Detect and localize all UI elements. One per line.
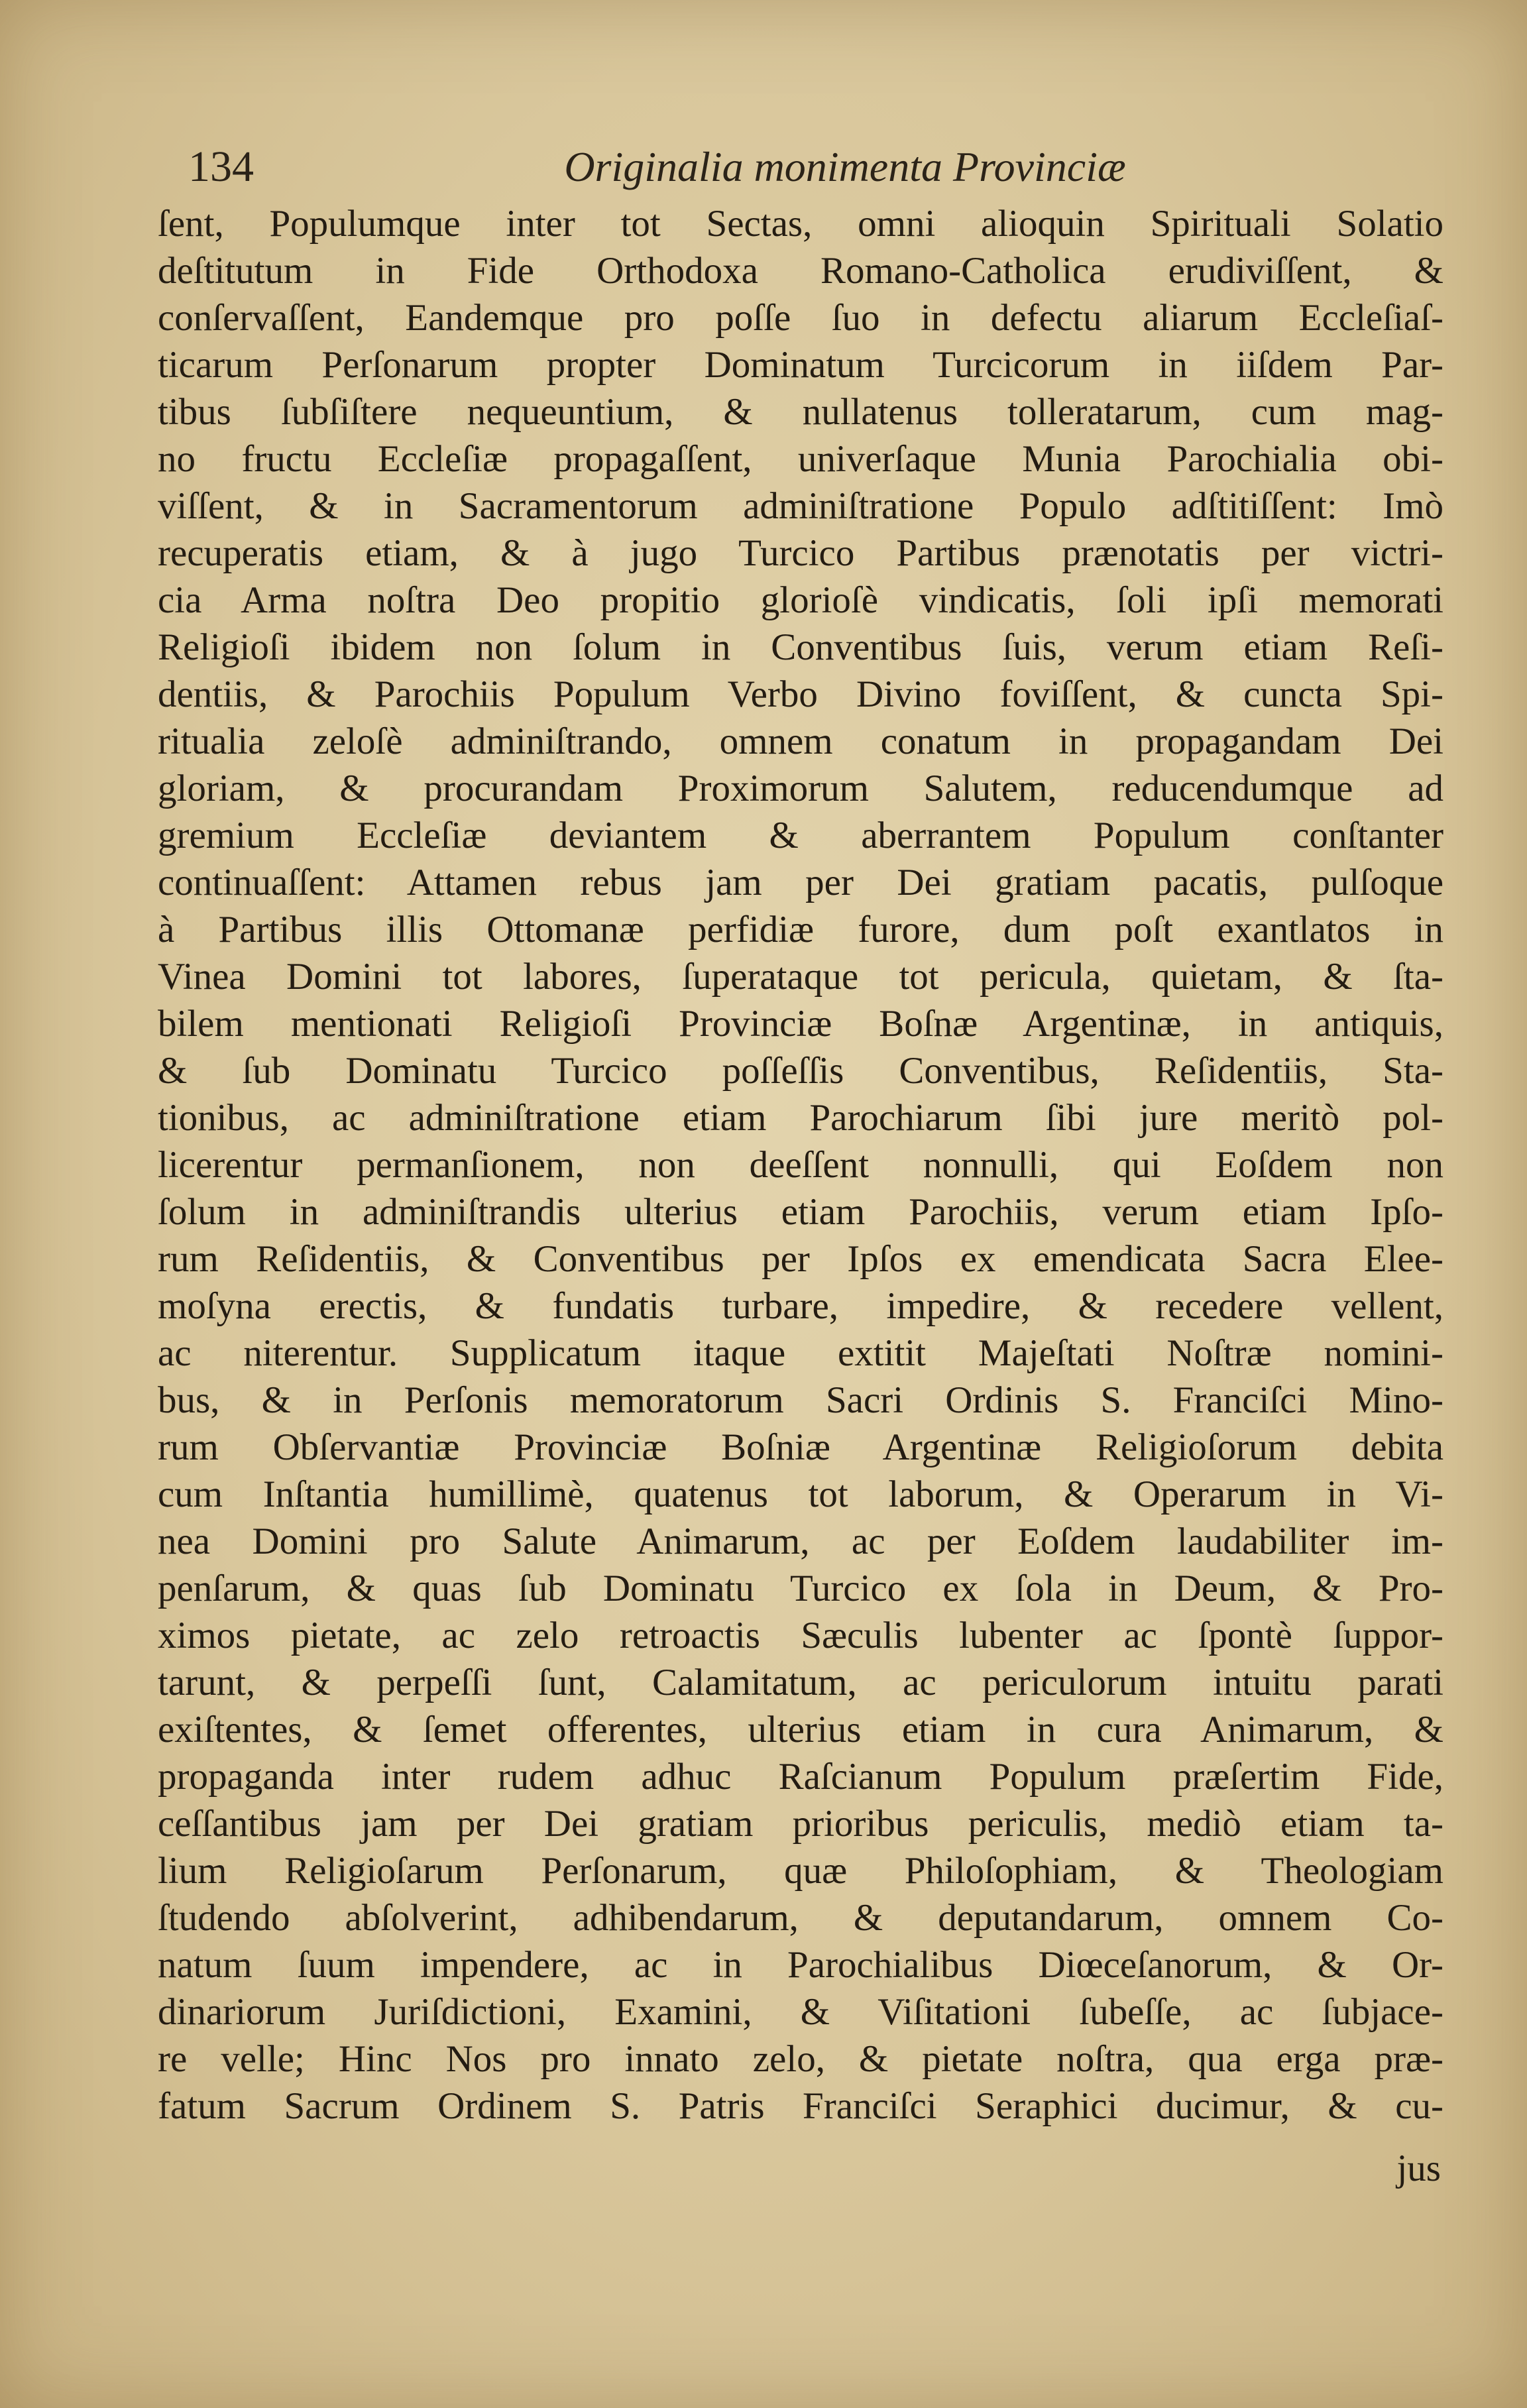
text-line: tarunt, & perpeſſi ſunt, Calamitatum, ac periculorum intuitu parati [158, 1662, 1443, 1703]
text-line: gremium Eccleſiæ deviantem & aberrantem Populum conſtanter [158, 815, 1443, 856]
text-line: penſarum, & quas ſub Dominatu Turcico ex ſola in Deum, & Pro- [158, 1568, 1443, 1609]
text-line: propaganda inter rudem adhuc Raſcianum Populum præſertim Fide, [158, 1756, 1443, 1798]
text-line: ritualia zeloſè adminiſtrando, omnem conatum in propagandam Dei [158, 720, 1443, 762]
text-line: tionibus, ac adminiſtratione etiam Parochiarum ſibi jure meritò pol- [158, 1097, 1443, 1139]
text-line: dinariorum Juriſdictioni, Examini, & Viſitationi ſubeſſe, ac ſubjace- [158, 1991, 1443, 2033]
page-header [159, 141, 1445, 194]
text-line: moſyna erectis, & fundatis turbare, impedire, & recedere vellent, [158, 1285, 1443, 1327]
text-line: ac niterentur. Supplicatum itaque extitit Majeſtati Noſtræ nomini- [158, 1332, 1443, 1374]
running-title: Originalia monimenta Provinciæ [564, 143, 1126, 190]
page-number: 134 [188, 143, 254, 191]
text-line: fatum Sacrum Ordinem S. Patris Franciſci Seraphici ducimur, & cu- [158, 2085, 1443, 2127]
text-line: Vinea Domini tot labores, ſuperataque tot pericula, quietam, & ſta- [158, 956, 1443, 998]
text-line: continuaſſent: Attamen rebus jam per Dei gratiam pacatis, pulſoque [158, 862, 1443, 903]
text-line: gloriam, & procurandam Proximorum Salutem, reducendumque ad [158, 768, 1443, 809]
text-line: ceſſantibus jam per Dei gratiam prioribus periculis, mediò etiam ta- [158, 1803, 1443, 1845]
text-line: recuperatis etiam, & à jugo Turcico Partibus prænotatis per victri- [158, 532, 1443, 574]
text-line: re velle; Hinc Nos pro innato zelo, & pietate noſtra, qua erga præ- [158, 2038, 1443, 2080]
text-line: exiſtentes, & ſemet offerentes, ulterius etiam in cura Animarum, & [158, 1709, 1443, 1750]
text-line: tibus ſubſiſtere nequeuntium, & nullatenus tolleratarum, cum mag- [158, 391, 1443, 433]
catchword: jus [1396, 2148, 1441, 2189]
text-line: lium Religioſarum Perſonarum, quæ Philoſophiam, & Theologiam [158, 1850, 1443, 1892]
text-line: à Partibus illis Ottomanæ perfidiæ furore, dum poſt exantlatos in [158, 909, 1443, 950]
body-text [158, 200, 1443, 2130]
text-line: rum Obſervantiæ Provinciæ Boſniæ Argentinæ Religioſorum debita [158, 1426, 1443, 1468]
text-line: cia Arma noſtra Deo propitio glorioſè vindicatis, ſoli ipſi memorati [158, 579, 1443, 621]
text-line: ſent, Populumque inter tot Sectas, omni alioquin Spirituali Solatio [158, 203, 1443, 245]
text-line: bus, & in Perſonis memoratorum Sacri Ordinis S. Franciſci Mino- [158, 1379, 1443, 1421]
text-line: ximos pietate, ac zelo retroactis Sæculis lubenter ac ſpontè ſuppor- [158, 1615, 1443, 1656]
text-line: & ſub Dominatu Turcico poſſeſſis Conventibus, Reſidentiis, Sta- [158, 1050, 1443, 1092]
text-line: deſtitutum in Fide Orthodoxa Romano-Catholica erudiviſſent, & [158, 250, 1443, 292]
text-line: ſolum in adminiſtrandis ulterius etiam Parochiis, verum etiam Ipſo- [158, 1191, 1443, 1233]
text-line: no fructu Eccleſiæ propagaſſent, univerſaque Munia Parochialia obi- [158, 438, 1443, 480]
text-line: Religioſi ibidem non ſolum in Conventibus ſuis, verum etiam Reſi- [158, 626, 1443, 668]
text-line: cum Inſtantia humillimè, quatenus tot laborum, & Operarum in Vi- [158, 1473, 1443, 1515]
text-line: ticarum Perſonarum propter Dominatum Turcicorum in iiſdem Par- [158, 344, 1443, 386]
text-line: conſervaſſent, Eandemque pro poſſe ſuo in defectu aliarum Eccleſiaſ- [158, 297, 1443, 339]
text-line: dentiis, & Parochiis Populum Verbo Divino foviſſent, & cuncta Spi- [158, 673, 1443, 715]
text-line: ſtudendo abſolverint, adhibendarum, & deputandarum, omnem Co- [158, 1897, 1443, 1939]
text-line: licerentur permanſionem, non deeſſent nonnulli, qui Eoſdem non [158, 1144, 1443, 1186]
text-line: rum Reſidentiis, & Conventibus per Ipſos ex emendicata Sacra Elee- [158, 1238, 1443, 1280]
text-line: natum ſuum impendere, ac in Parochialibus Diœceſanorum, & Or- [158, 1944, 1443, 1986]
text-line: viſſent, & in Sacramentorum adminiſtratione Populo adſtitiſſent: Imò [158, 485, 1443, 527]
text-line: bilem mentionati Religioſi Provinciæ Boſnæ Argentinæ, in antiquis, [158, 1003, 1443, 1045]
text-line: nea Domini pro Salute Animarum, ac per Eoſdem laudabiliter im- [158, 1520, 1443, 1562]
